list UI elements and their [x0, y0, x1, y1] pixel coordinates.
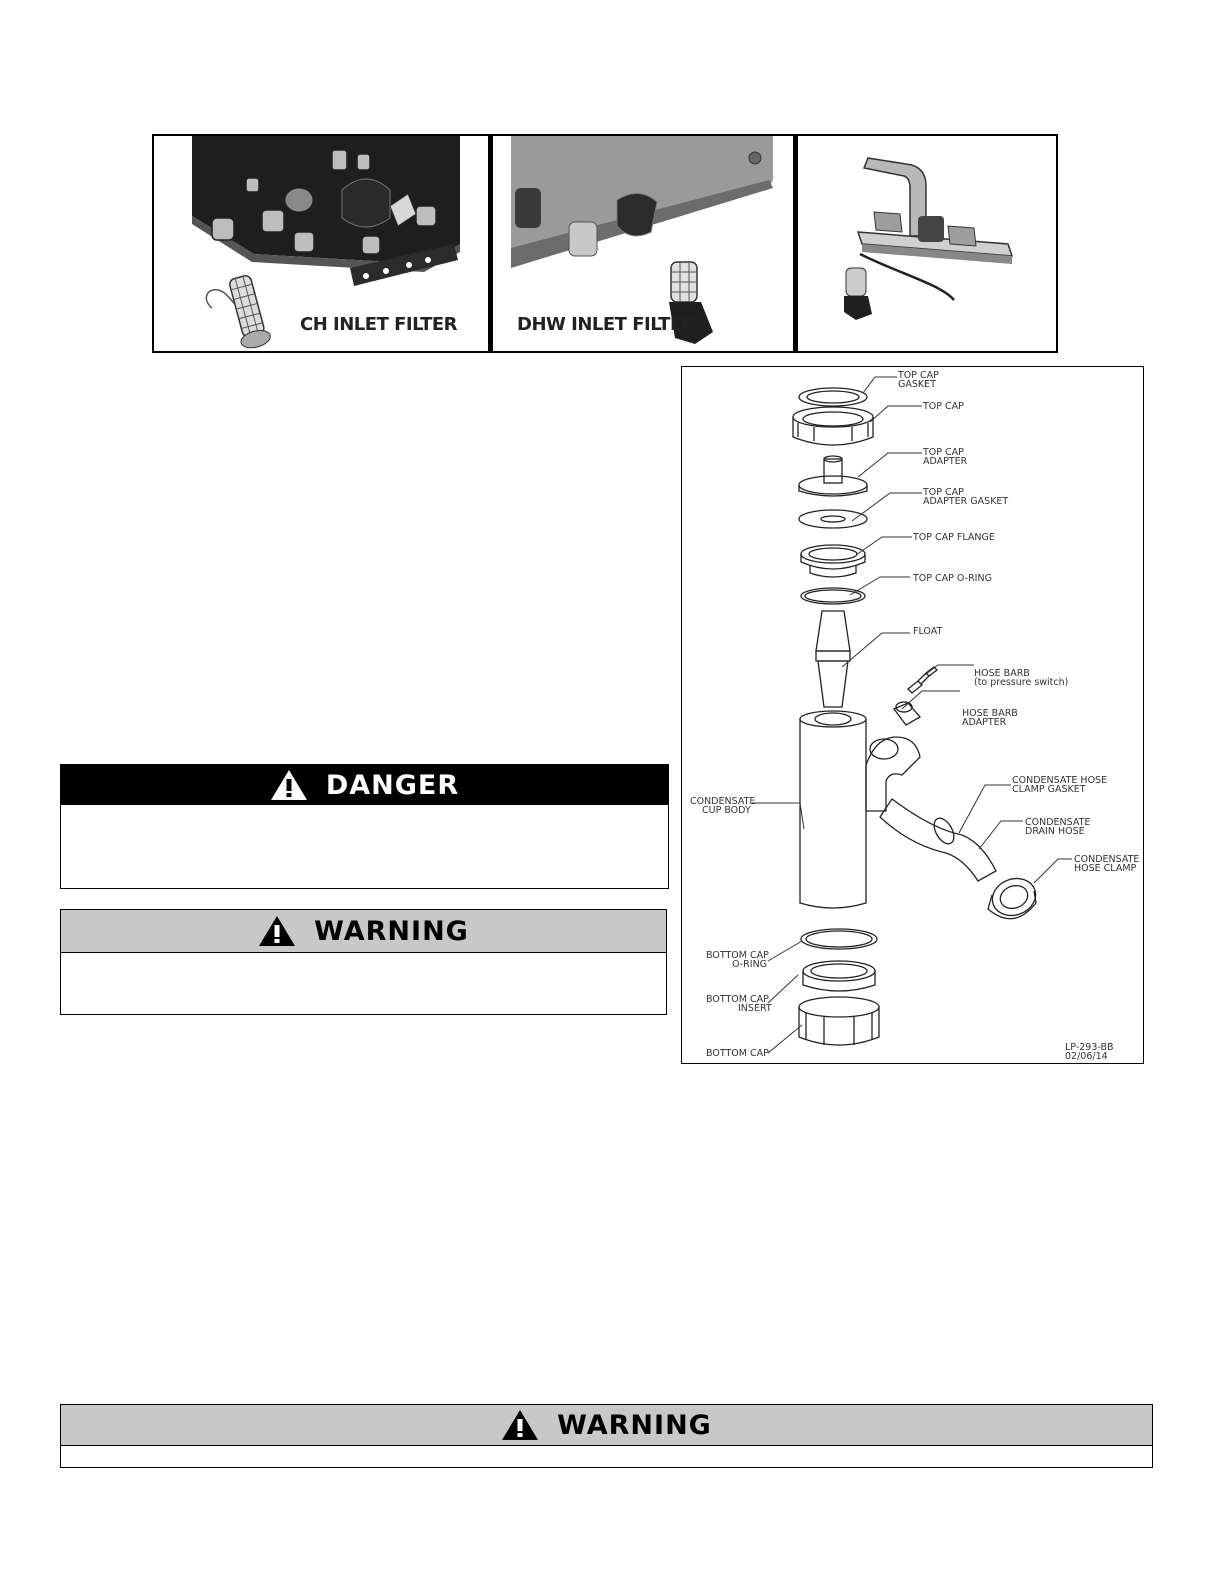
warning-notice-1 — [60, 909, 667, 1015]
top-cap-adapter-gasket-part — [799, 510, 867, 528]
condensate-cup-body-part — [800, 719, 866, 908]
warning-triangle-icon — [258, 915, 296, 947]
label-drain-hose-2: DRAIN HOSE — [1025, 826, 1085, 837]
label-top-cap-flange: TOP CAP FLANGE — [913, 532, 995, 543]
label-hose-barb-adapter-1: HOSE BARB — [962, 708, 1018, 719]
label-top-cap-oring: TOP CAP O-RING — [913, 573, 992, 584]
drawing-number: LP-293-BB — [1065, 1042, 1114, 1053]
label-cup-body-2: CUP BODY — [702, 805, 751, 816]
warning-title-1: WARNING — [314, 915, 469, 947]
bottom-cap-oring-part — [801, 929, 877, 949]
hose-barb-part — [908, 667, 937, 693]
label-top-cap-adapter-2: ADAPTER — [923, 456, 968, 467]
warning-notice-2 — [60, 1404, 1153, 1468]
drawing-date: 02/06/14 — [1065, 1051, 1108, 1062]
ch-inlet-filter-label: CH INLET FILTER — [300, 314, 458, 335]
warning-header-1 — [61, 910, 666, 953]
label-top-cap-adapter-gasket-1: TOP CAP — [923, 487, 964, 498]
ch-inlet-filter-panel — [154, 136, 488, 351]
warning-header-2 — [61, 1405, 1152, 1446]
dhw-inlet-filter-label: DHW INLET FILTER — [517, 314, 696, 335]
label-top-cap: TOP CAP — [923, 401, 964, 412]
label-bottom-cap-oring-2: O-RING — [732, 959, 768, 970]
condensate-hose-clamp-part — [987, 873, 1041, 922]
hose-barb-adapter-part — [894, 703, 920, 725]
label-top-cap-gasket-1: TOP CAP — [898, 370, 939, 381]
label-top-cap-adapter-gasket-2: ADAPTER GASKET — [923, 496, 1009, 507]
label-hose-clamp-gasket-2: CLAMP GASKET — [1012, 784, 1086, 795]
danger-notice — [60, 764, 669, 889]
label-top-cap-adapter-1: TOP CAP — [923, 447, 964, 458]
faucet-aerator-illustration — [798, 136, 1056, 351]
warning-triangle-icon — [270, 769, 308, 801]
label-bottom-cap-insert-2: INSERT — [738, 1003, 772, 1014]
danger-header — [61, 765, 668, 805]
label-hose-clamp-1: CONDENSATE — [1074, 854, 1140, 865]
danger-title: DANGER — [325, 769, 460, 801]
ch-filter-screen-icon — [225, 273, 273, 350]
label-float: FLOAT — [913, 626, 943, 637]
label-bottom-cap-insert-1: BOTTOM CAP — [706, 994, 769, 1005]
condensate-trap-exploded-view — [681, 366, 1144, 1064]
condensate-drain-hose-part — [880, 799, 996, 881]
float-part — [816, 611, 850, 651]
inlet-filter-figure — [152, 134, 1058, 353]
faucet-aerator-panel — [793, 136, 1061, 351]
label-hose-clamp-2: HOSE CLAMP — [1074, 863, 1137, 874]
label-hose-barb-adapter-2: ADAPTER — [962, 717, 1007, 728]
label-hose-clamp-gasket-1: CONDENSATE HOSE — [1012, 775, 1108, 786]
bottom-cap-part — [799, 997, 879, 1017]
aerator-screen-icon — [844, 268, 872, 320]
label-bottom-cap: BOTTOM CAP — [706, 1048, 769, 1059]
warning-title-2: WARNING — [557, 1409, 712, 1441]
warning-triangle-icon — [501, 1409, 539, 1441]
dhw-inlet-filter-panel — [488, 136, 799, 351]
label-hose-barb-1: HOSE BARB — [974, 668, 1030, 679]
condensate-trap-drawing — [682, 367, 1145, 1065]
label-drain-hose-1: CONDENSATE — [1025, 817, 1091, 828]
label-top-cap-gasket-2: GASKET — [898, 379, 936, 390]
label-cup-body-1: CONDENSATE — [690, 796, 756, 807]
label-hose-barb-2: (to pressure switch) — [974, 677, 1069, 688]
label-bottom-cap-oring-1: BOTTOM CAP — [706, 950, 769, 961]
